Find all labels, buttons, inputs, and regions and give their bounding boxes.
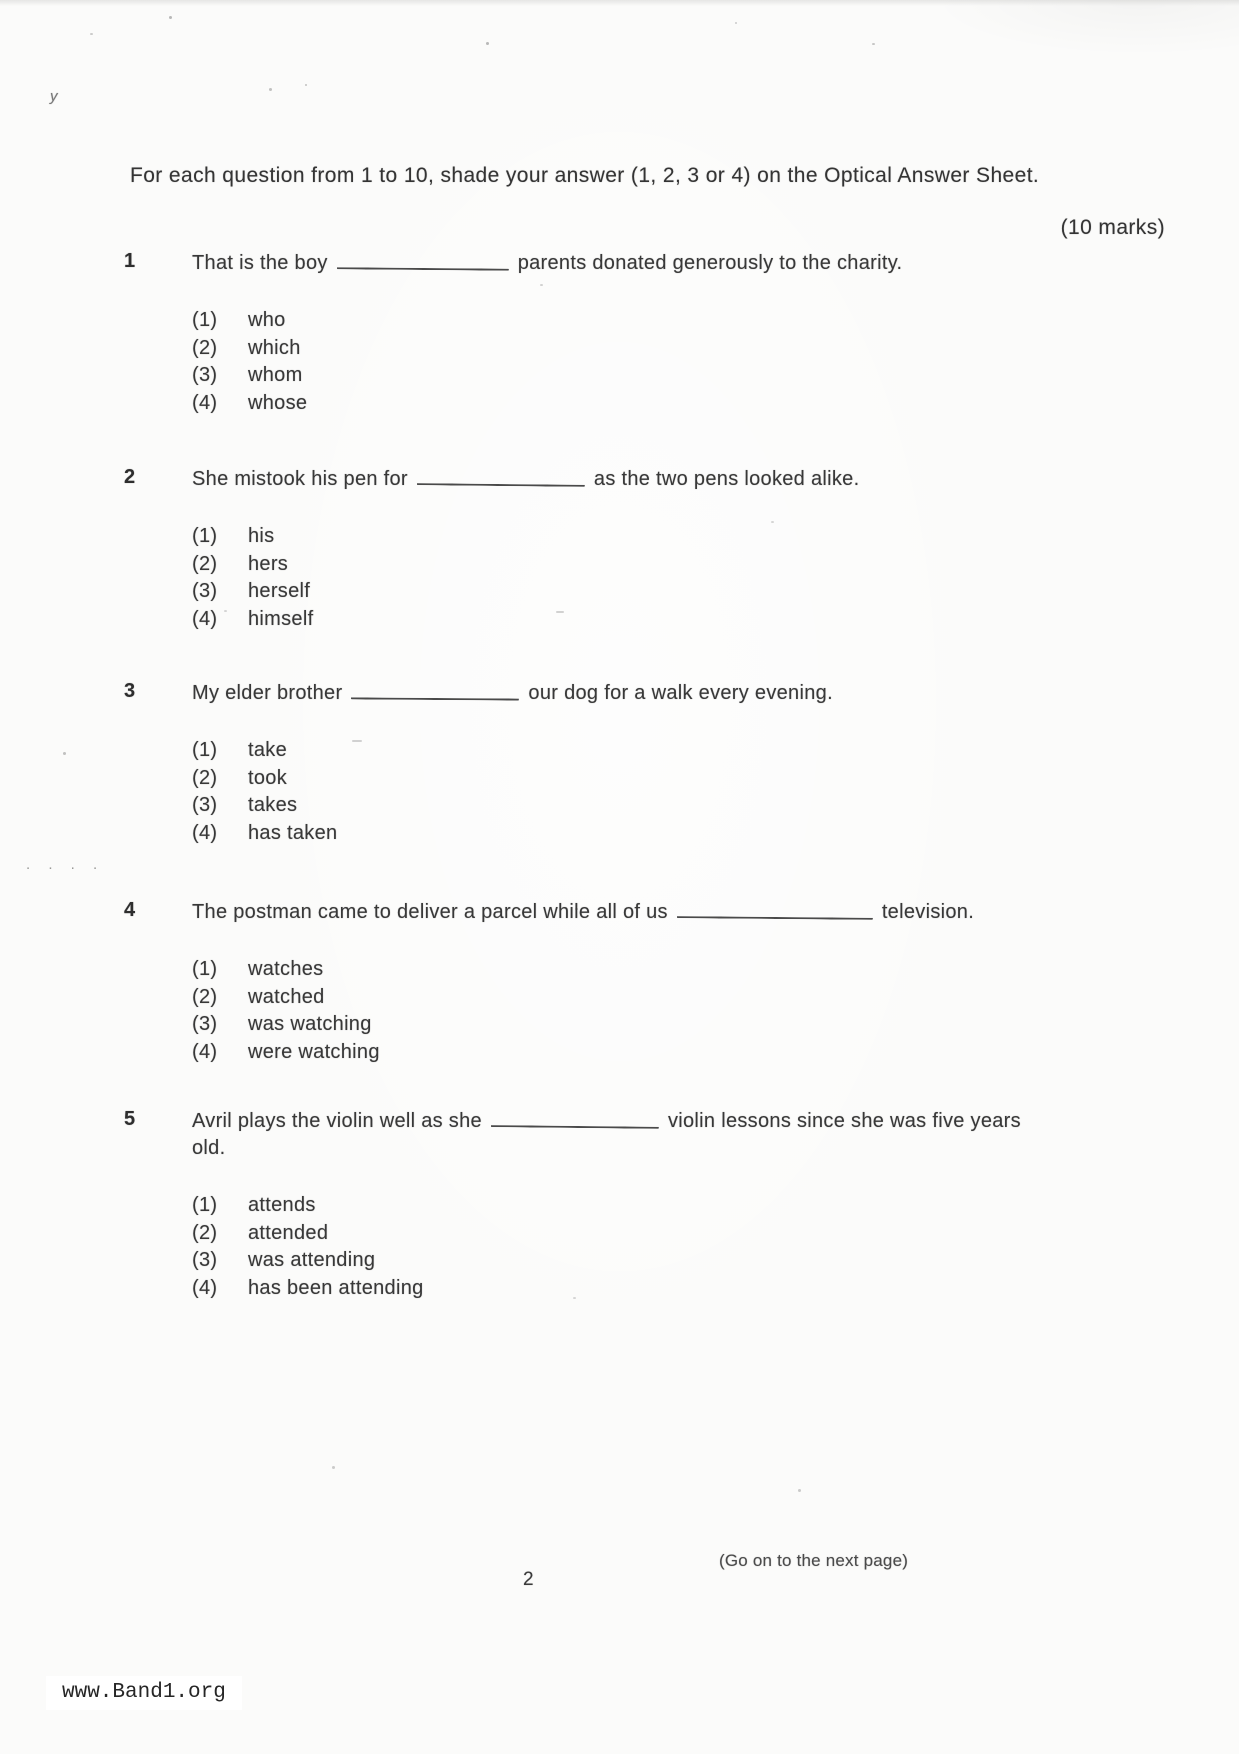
option-row: [192, 1192, 1021, 1220]
question: [124, 680, 833, 847]
option-label: (4): [192, 1276, 218, 1299]
option-text: take: [248, 739, 288, 761]
answer-blank: [491, 1108, 659, 1129]
question-text: [192, 250, 902, 277]
option-row: [192, 1039, 974, 1067]
option-label: (1): [192, 309, 218, 331]
options-list: [192, 1192, 1021, 1302]
option-label: (1): [192, 525, 218, 547]
option-row: [192, 1247, 1021, 1275]
question-text-before-blank: She mistook his pen for: [192, 468, 408, 490]
scan-speck: [352, 740, 362, 742]
question-number: 5: [124, 1108, 136, 1130]
question-number: 1: [124, 250, 136, 272]
scan-speck: [269, 88, 272, 91]
question-text-line2: old.: [192, 1137, 226, 1159]
option-row: [192, 1220, 1021, 1248]
scan-stray-dots: . . . .: [26, 856, 105, 873]
option-row: [192, 523, 859, 551]
option-text: which: [248, 336, 301, 359]
option-text: himself: [248, 607, 314, 630]
option-text: took: [248, 766, 288, 789]
option-label: (3): [192, 1249, 218, 1271]
option-row: [192, 792, 833, 820]
option-label: (3): [192, 580, 218, 602]
option-row: [192, 820, 833, 848]
option-row: [192, 1011, 974, 1039]
scan-speck: [332, 1466, 335, 1469]
option-label: (2): [192, 552, 218, 575]
scan-speck: [169, 16, 172, 19]
options-list: [192, 956, 974, 1066]
scan-speck: [771, 521, 774, 523]
question-text: [192, 899, 974, 926]
options-list: [192, 523, 859, 633]
question-number: 4: [124, 899, 136, 921]
option-row: [192, 307, 902, 335]
option-label: (3): [192, 364, 218, 386]
option-text: whose: [248, 391, 308, 414]
option-text: was watching: [248, 1013, 372, 1035]
option-text: has been attending: [248, 1276, 424, 1299]
option-label: (2): [192, 985, 218, 1008]
scan-speck: [305, 84, 307, 86]
options-list: [192, 307, 902, 417]
option-label: (2): [192, 766, 218, 789]
option-text: hers: [248, 552, 289, 575]
option-label: (2): [192, 1221, 218, 1244]
question-number: 3: [124, 680, 136, 702]
answer-blank: [337, 250, 509, 271]
option-row: [192, 1275, 1021, 1303]
option-text: attends: [248, 1194, 316, 1216]
question-text-before-blank: My elder brother: [192, 682, 343, 704]
option-row: [192, 737, 833, 765]
scan-speck: [224, 610, 227, 612]
option-text: whom: [248, 364, 303, 386]
option-text: his: [248, 525, 275, 547]
option-label: (1): [192, 1194, 218, 1216]
question-text-after-blank: parents donated generously to the charity.: [517, 252, 903, 274]
continue-note: (Go on to the next page): [719, 1551, 909, 1570]
option-row: [192, 551, 859, 579]
option-text: takes: [248, 794, 298, 816]
option-label: (3): [192, 794, 218, 816]
scan-speck: [556, 611, 564, 613]
option-label: (1): [192, 739, 218, 761]
option-text: were watching: [248, 1040, 380, 1063]
option-text: herself: [248, 580, 311, 602]
question-text-after-blank: television.: [881, 901, 975, 923]
instructions-text: For each question from 1 to 10, shade your answer (1, 2, 3 or 4) on the Optical Answer Sheet.: [130, 164, 1040, 187]
scan-speck: [486, 42, 489, 45]
question-text: [192, 1108, 1021, 1135]
option-label: (4): [192, 607, 218, 630]
option-row: [192, 606, 859, 634]
option-row: [192, 390, 902, 418]
question: [124, 1108, 1021, 1302]
scan-speck: [735, 22, 737, 24]
scan-speck: [798, 1489, 801, 1492]
options-list: [192, 737, 833, 847]
option-row: [192, 362, 902, 390]
scan-speck: [540, 284, 543, 286]
option-text: has taken: [248, 821, 338, 844]
option-text: was attending: [248, 1249, 376, 1271]
question-text-after-blank: as the two pens looked alike.: [593, 468, 860, 490]
answer-blank: [417, 466, 585, 487]
option-label: (4): [192, 391, 218, 414]
question: [124, 466, 859, 633]
option-text: watched: [248, 985, 325, 1008]
option-row: [192, 335, 902, 363]
question-text-after-blank: violin lessons since she was five years: [667, 1110, 1021, 1132]
question: [124, 250, 902, 417]
option-text: attended: [248, 1221, 329, 1244]
option-label: (3): [192, 1013, 218, 1035]
option-row: [192, 578, 859, 606]
question-text: [192, 680, 833, 707]
question-text-before-blank: Avril plays the violin well as she: [192, 1110, 482, 1132]
scan-speck: [63, 752, 66, 755]
option-label: (4): [192, 1040, 218, 1063]
corner-mark: y: [50, 88, 58, 105]
option-text: who: [248, 309, 286, 331]
option-row: [192, 984, 974, 1012]
option-row: [192, 956, 974, 984]
question-number: 2: [124, 466, 136, 488]
option-row: [192, 765, 833, 793]
option-text: watches: [248, 958, 324, 980]
question: [124, 899, 974, 1066]
scan-speck: [872, 43, 875, 45]
scan-speck: [573, 1297, 576, 1299]
answer-blank: [677, 899, 873, 920]
question-text: [192, 466, 859, 493]
answer-blank: [351, 680, 519, 700]
site-watermark: www.Band1.org: [46, 1676, 242, 1710]
option-label: (1): [192, 958, 218, 980]
question-text-before-blank: That is the boy: [192, 252, 328, 274]
option-label: (2): [192, 336, 218, 359]
option-label: (4): [192, 821, 218, 844]
question-text-after-blank: our dog for a walk every evening.: [528, 682, 833, 704]
scan-speck: [90, 33, 93, 35]
scan-speck: [575, 908, 578, 910]
marks-label: (10 marks): [1060, 216, 1165, 239]
page-number: 2: [523, 1569, 534, 1590]
question-text-before-blank: The postman came to deliver a parcel while all of us: [192, 901, 668, 923]
